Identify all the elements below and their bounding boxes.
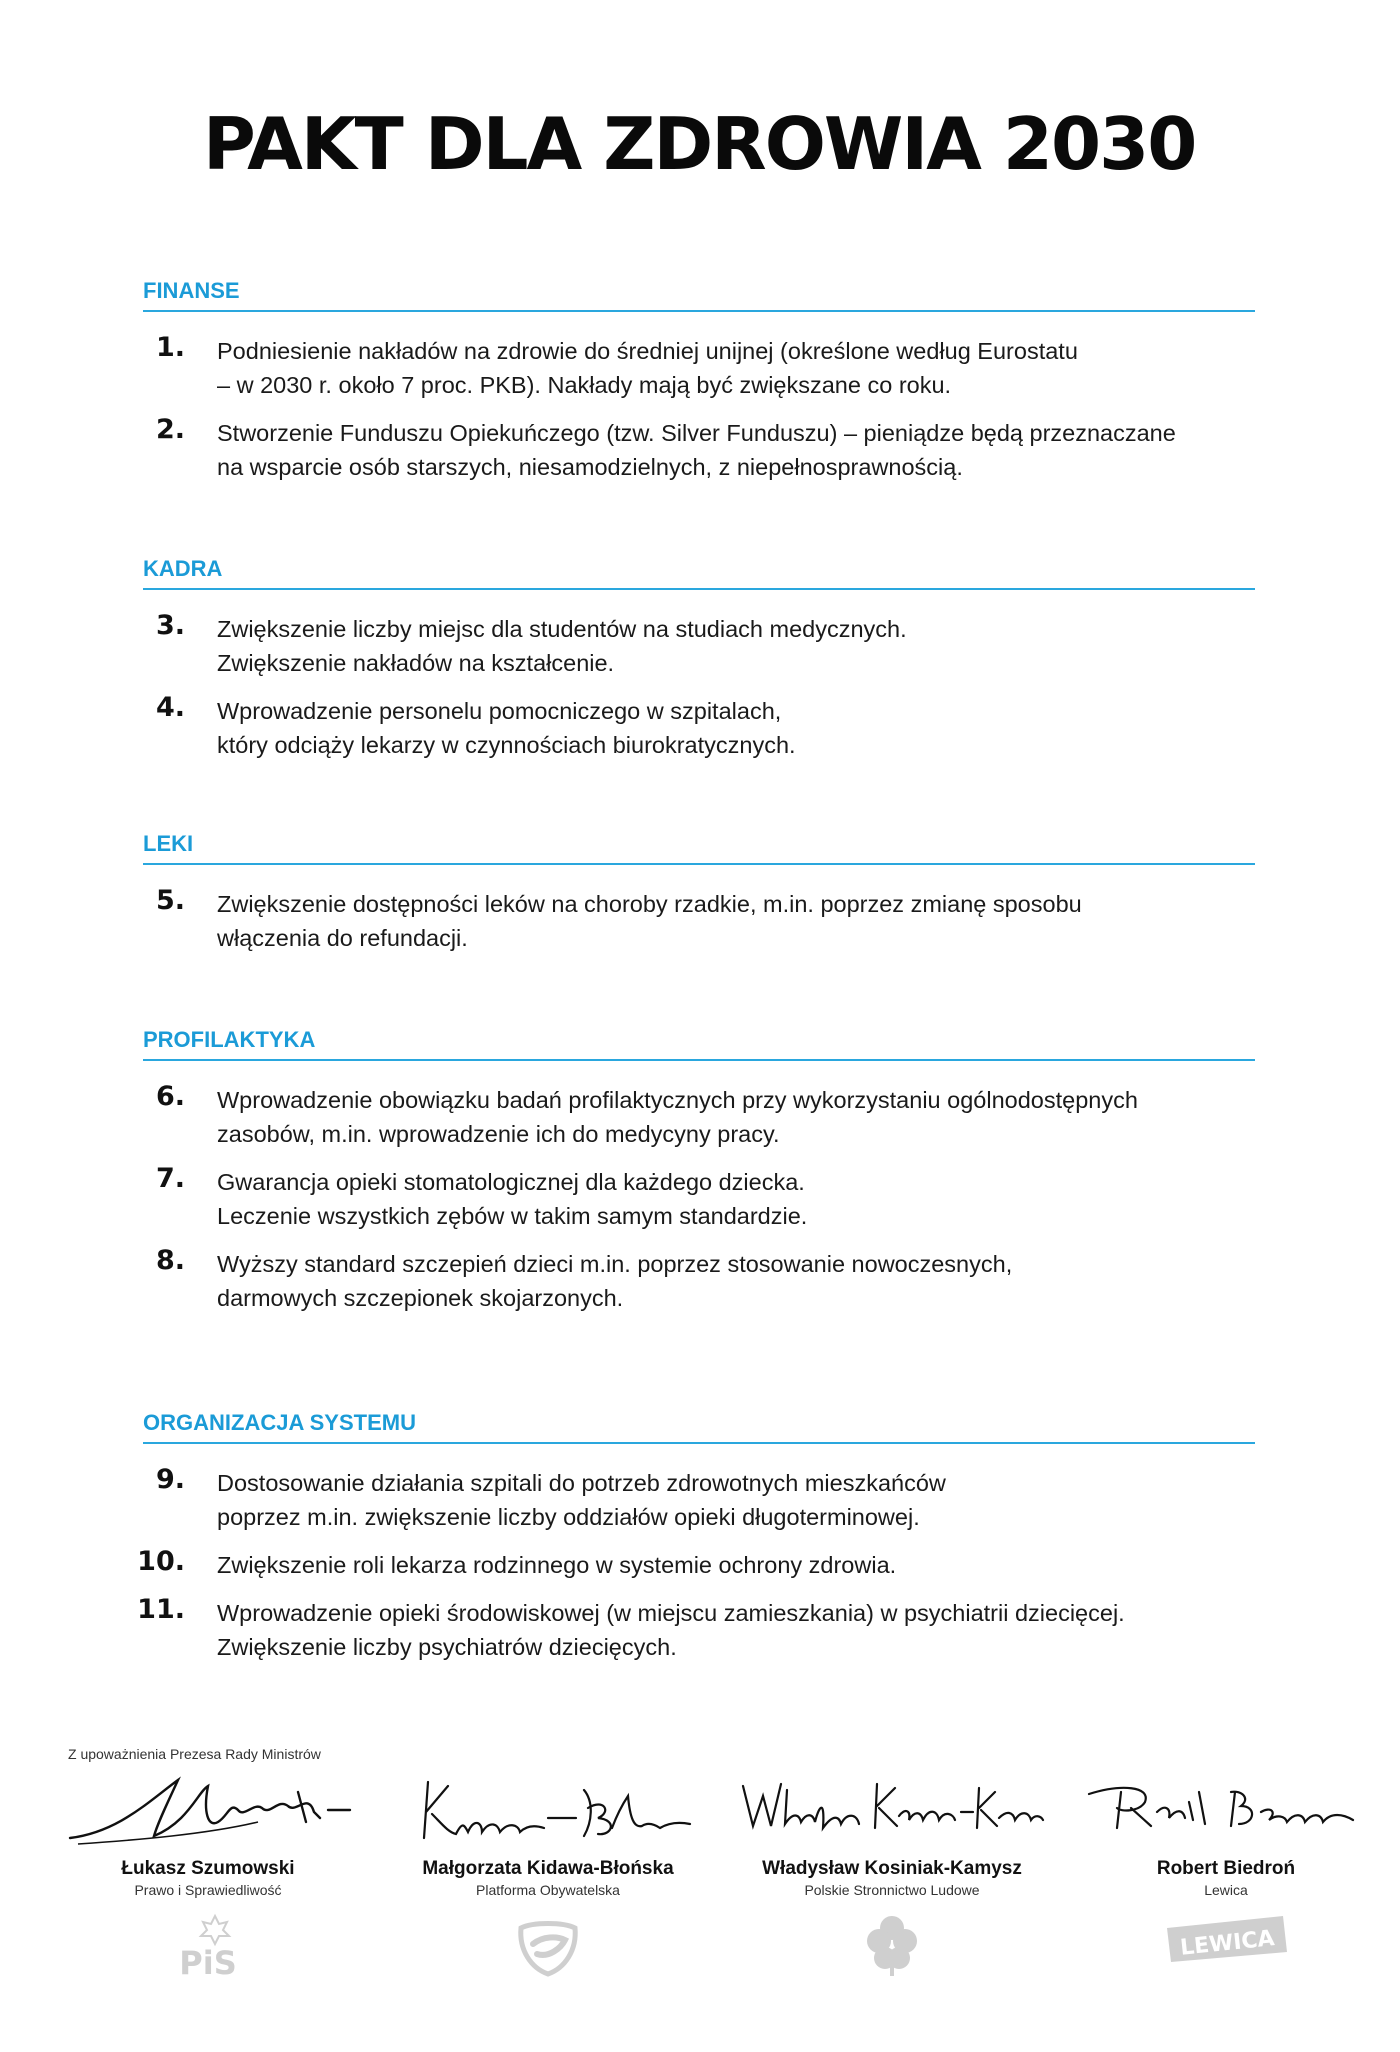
item-text: na wsparcie osób starszych, niesamodzielnych, z niepełnosprawnością. xyxy=(217,454,963,480)
list-item xyxy=(143,887,1255,955)
psl-clover-icon xyxy=(847,1910,937,1980)
item-text: Zwiększenie roli lekarza rodzinnego w systemie ochrony zdrowia. xyxy=(217,1552,897,1578)
po-logo-icon xyxy=(503,1910,593,1980)
item-text: zasobów, m.in. wprowadzenie ich do medycyny pracy. xyxy=(217,1121,780,1147)
item-number: 3. xyxy=(155,610,185,641)
handwritten-signature xyxy=(398,1762,698,1852)
signatory-kidawa-blonska xyxy=(388,1762,708,1980)
section-heading: ORGANIZACJA SYSTEMU xyxy=(143,1410,1255,1444)
item-text: Leczenie wszystkich zębów w takim samym standardzie. xyxy=(217,1203,808,1229)
item-number: 4. xyxy=(155,692,185,723)
item-number: 11. xyxy=(137,1594,185,1625)
signatory-name: Małgorzata Kidawa-Błońska xyxy=(422,1858,674,1879)
list-item xyxy=(143,416,1255,484)
pis-logo-icon xyxy=(163,1910,253,1980)
signatory-kosiniak-kamysz xyxy=(732,1762,1052,1980)
item-number: 8. xyxy=(155,1245,185,1276)
item-text: włączenia do refundacji. xyxy=(217,925,468,951)
signatory-name: Robert Biedroń xyxy=(1156,1858,1296,1879)
authorization-note: Z upoważnienia Prezesa Rady Ministrów xyxy=(68,1746,321,1762)
section-heading: FINANSE xyxy=(143,278,1255,312)
signatory-party: Platforma Obywatelska xyxy=(476,1882,620,1898)
page-title: PAKT DLA ZDROWIA 2030 xyxy=(203,102,1196,186)
item-text: Zwiększenie dostępności leków na choroby rzadkie, m.in. poprzez zmianę sposobu xyxy=(217,891,1082,917)
item-text: Zwiększenie liczby psychiatrów dziecięcych. xyxy=(217,1634,677,1660)
signatory-party: Lewica xyxy=(1204,1882,1248,1898)
item-number: 7. xyxy=(155,1163,185,1194)
section-heading: KADRA xyxy=(143,556,1255,590)
item-text: Wprowadzenie personelu pomocniczego w szpitalach, xyxy=(217,698,782,724)
signatory-szumowski xyxy=(48,1762,368,1980)
handwritten-signature xyxy=(737,1762,1047,1852)
list-item xyxy=(137,1546,1255,1582)
item-number: 5. xyxy=(155,885,185,916)
item-text: poprzez m.in. zwiększenie liczby oddziałów opieki długoterminowej. xyxy=(217,1504,920,1530)
lewica-logo-text: LEWICA xyxy=(1178,1926,1276,1961)
item-number: 2. xyxy=(155,414,185,445)
item-text: – w 2030 r. około 7 proc. PKB). Nakłady mają być zwiększane co roku. xyxy=(217,372,952,398)
item-number: 6. xyxy=(155,1081,185,1112)
section-kadra xyxy=(143,556,1255,776)
list-item xyxy=(137,1594,1255,1664)
item-text: Gwarancja opieki stomatologicznej dla każdego dziecka. xyxy=(217,1169,805,1195)
signatory-party: Prawo i Sprawiedliwość xyxy=(134,1882,282,1898)
item-text: Wyższy standard szczepień dzieci m.in. poprzez stosowanie nowoczesnych, xyxy=(217,1251,1013,1277)
section-finanse xyxy=(143,278,1255,498)
list-item xyxy=(143,1247,1255,1315)
signatory-name: Łukasz Szumowski xyxy=(121,1858,295,1879)
item-text: Dostosowanie działania szpitali do potrzeb zdrowotnych mieszkańców xyxy=(217,1470,946,1496)
item-text: darmowych szczepionek skojarzonych. xyxy=(217,1285,624,1311)
signatory-party: Polskie Stronnictwo Ludowe xyxy=(804,1882,980,1898)
item-number: 1. xyxy=(155,332,185,363)
item-number: 10. xyxy=(137,1546,185,1577)
item-text: Podniesienie nakładów na zdrowie do średniej unijnej (określone według Eurostatu xyxy=(217,338,1078,364)
list-item xyxy=(143,612,1255,680)
handwritten-signature xyxy=(1081,1762,1371,1852)
signatory-name: Władysław Kosiniak-Kamysz xyxy=(762,1858,1022,1879)
item-text: który odciąży lekarzy w czynnościach biurokratycznych. xyxy=(217,732,796,758)
item-number: 9. xyxy=(155,1464,185,1495)
item-text: Wprowadzenie obowiązku badań profilaktycznych przy wykorzystaniu ogólnodostępnych xyxy=(217,1087,1138,1113)
handwritten-signature xyxy=(58,1762,358,1852)
item-text: Zwiększenie nakładów na kształcenie. xyxy=(217,650,615,676)
list-item xyxy=(143,1466,1255,1534)
item-text: Stworzenie Funduszu Opiekuńczego (tzw. Silver Funduszu) – pieniądze będą przeznaczane xyxy=(217,420,1176,446)
item-text: Zwiększenie liczby miejsc dla studentów na studiach medycznych. xyxy=(217,616,907,642)
list-item xyxy=(143,334,1255,402)
pis-logo-text: PiS xyxy=(179,1944,237,1980)
section-heading: LEKI xyxy=(143,831,1255,865)
list-item xyxy=(143,694,1255,762)
section-leki xyxy=(143,831,1255,969)
section-organizacja-systemu xyxy=(137,1410,1255,1678)
lewica-logo-icon xyxy=(1161,1910,1291,1966)
list-item xyxy=(143,1165,1255,1233)
section-heading: PROFILAKTYKA xyxy=(143,1027,1255,1061)
section-profilaktyka xyxy=(143,1027,1255,1329)
item-text: Wprowadzenie opieki środowiskowej (w miejscu zamieszkania) w psychiatrii dziecięcej. xyxy=(217,1600,1125,1626)
signatory-biedron xyxy=(1066,1762,1386,1966)
list-item xyxy=(143,1083,1255,1151)
